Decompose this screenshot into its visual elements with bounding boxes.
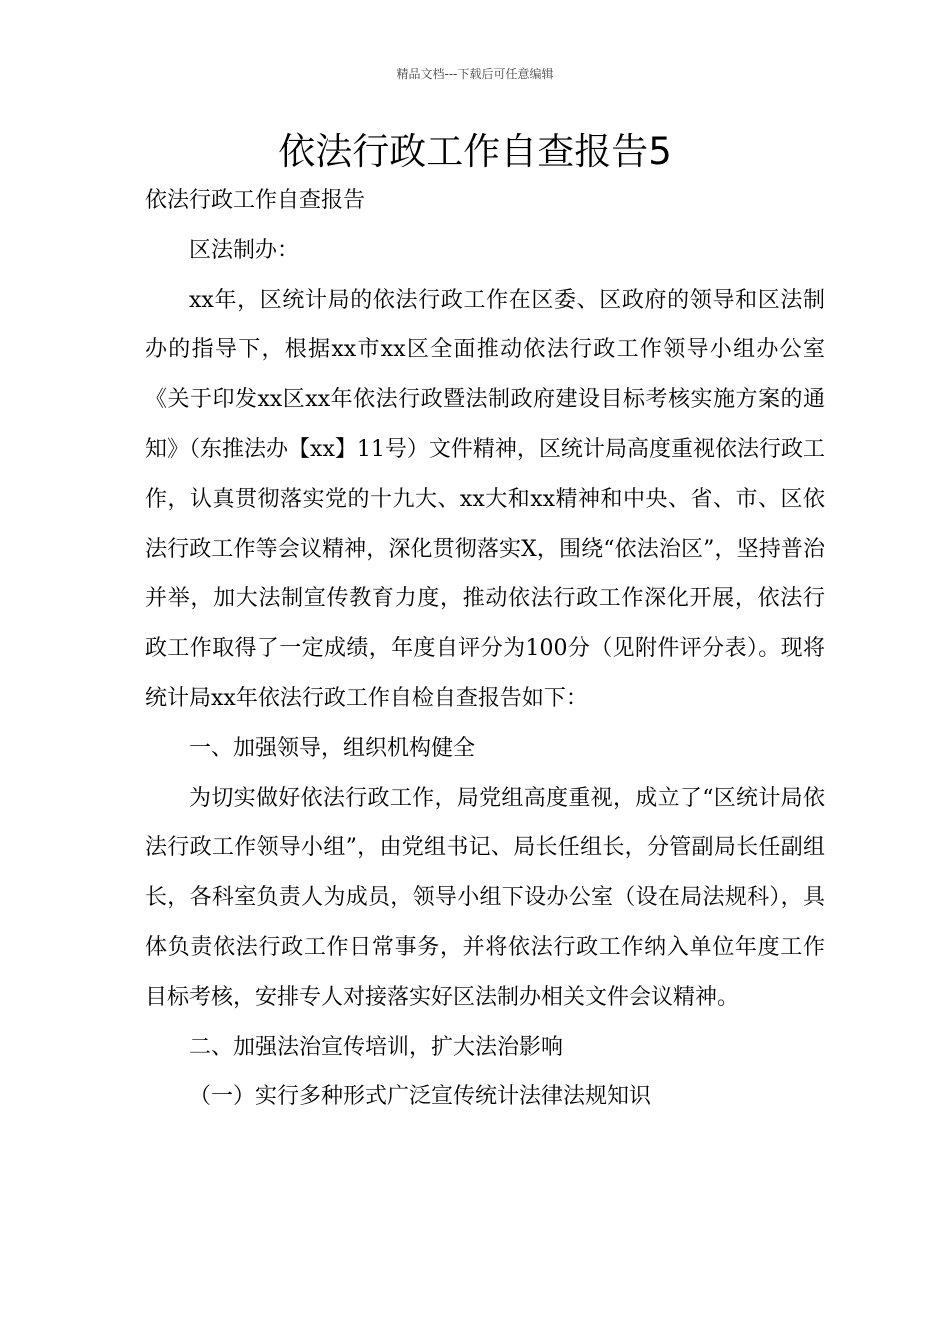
subsection-heading-2-1: （一）实行多种形式广泛宣传统计法律法规知识 bbox=[189, 1084, 652, 1110]
document-subtitle: 依法行政工作自查报告 bbox=[145, 188, 366, 213]
section-heading-2: 二、加强法治宣传培训，扩大法治影响 bbox=[189, 1034, 564, 1060]
document-body bbox=[145, 176, 825, 1122]
intro-paragraph: xx年，区统计局的依法行政工作在区委、区政府的领导和区法制办的指导下，根据xx市xx区全面推动依法行政工作领导小组办公室《关于印发xx区xx年依法行政暨法制政府建设目标考核实施方案的通知》（东推法办【xx】11号）文件精神，区统计局高度重视依法行政工作，认真贯彻落实党的十九大、xx大和xx精神和中央、省、市、区依法行政工作等会议精神，深化贯彻落实X，围绕“依法治区”，坚持普治并举，加大法制宣传教育力度，推动依法行政工作深化开展，依法行政工作取得了一定成绩，年度自评分为100分（见附件评分表）。现将统计局xx年依法行政工作自检自查报告如下： bbox=[145, 287, 825, 711]
section-heading-1: 一、加强领导，组织机构健全 bbox=[189, 735, 476, 761]
page-header: 精品文档---下载后可任意编辑 bbox=[396, 67, 554, 81]
salutation: 区法制办： bbox=[189, 237, 300, 263]
section-1-paragraph: 为切实做好依法行政工作，局党组高度重视，成立了“区统计局依法行政工作领导小组”，由党组书记、局长任组长，分管副局长任副组长，各科室负责人为成员，领导小组下设办公室（设在局法规科），具体负责依法行政工作日常事务，并将依法行政工作纳入单位年度工作目标考核，安排专人对接落实好区法制办相关文件会议精神。 bbox=[145, 785, 825, 1010]
document-title: 依法行政工作自查报告5 bbox=[278, 130, 672, 173]
